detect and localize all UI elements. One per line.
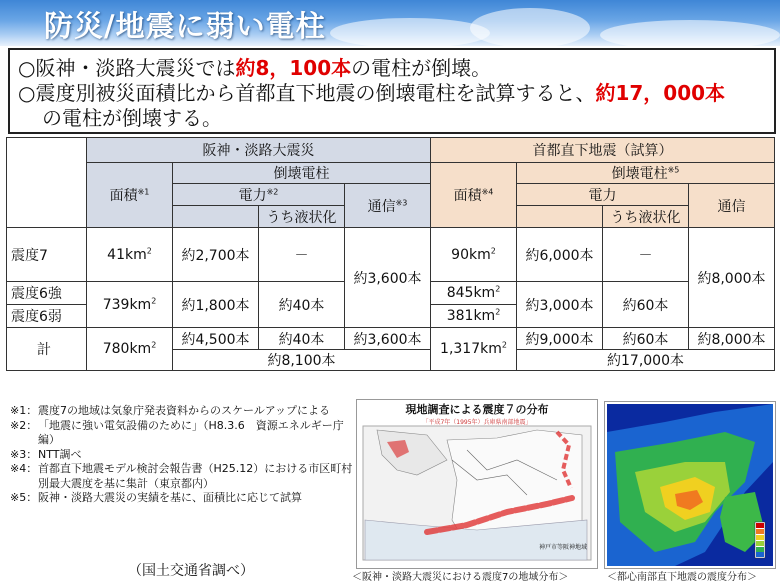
tokyo-collapsed-header: 倒壊電柱$^{※5}$ [517,163,775,184]
corner-cell [7,138,87,228]
cell-h-sum: 約8,100本 [173,350,431,371]
damage-table [6,137,775,371]
cell-t-area-6u: $845km^2$ [431,282,517,305]
map2-caption: ＜都心南部直下地震の震度分布＞ [607,572,757,583]
tokyo-header: 首都直下地震（試算） [431,138,775,163]
title-banner [0,0,780,46]
footnote: ※2： 「地震に強い電気設備のために」（H8.3.6 資源エネルギー庁編） [10,418,344,446]
cell-t-power-total: 約9,000本 [517,328,603,350]
footnote: ※5： 阪神・淡路大震災の実績を基に、面積比に応じて試算 [10,491,302,504]
summary-line-1: ○阪神・淡路大震災では約8，100本の電柱が倒壊。 [18,56,492,80]
footnote: ※1： 震度7の地域は気象庁発表資料からのスケールアップによる [10,404,331,417]
map1-caption: ＜阪神・淡路大震災における震度7の地域分布＞ [352,572,569,583]
page-title: 防災/地震に弱い電柱 [44,9,326,43]
hanshin-liquefaction-header: うち液状化 [259,206,345,228]
map1-label: 神戸市等阪神地域 [538,544,587,551]
cell-t-liq-7: － [603,228,689,282]
footnote: ※3： NTT調べ [10,447,82,461]
hanshin-collapsed-header: 倒壊電柱 [173,163,431,184]
map1-title: 現地調査による震度７の分布 [405,403,549,416]
row-label-shindo6-upper: 震度6強 [7,282,87,305]
map2-graphic [605,402,775,568]
hanshin-area-header: 面積$^{※1}$ [87,163,173,228]
cell-t-sum: 約17,000本 [517,350,775,371]
hanshin-comm-header: 通信$^{※3}$ [345,184,431,228]
cell-h-power-6: 約1,800本 [173,282,259,328]
cell-h-liq-total: 約40本 [259,328,345,350]
row-label-shindo6-lower: 震度6弱 [7,305,87,328]
tokyo-power-total-header [517,206,603,228]
cell-t-power-7: 約6,000本 [517,228,603,282]
source-note: （国土交通省調べ） [128,563,254,579]
map1-subtitle: 「平成7年（1995年）兵庫県南部地震」 [422,419,532,426]
cell-t-comm-upper: 約8,000本 [689,228,775,328]
tokyo-area-header: 面積$^{※4}$ [431,163,517,228]
cell-h-power-7: 約2,700本 [173,228,259,282]
cell-h-comm-upper: 約3,600本 [345,228,431,328]
cell-h-area-7: $41km^2$ [87,228,173,282]
summary-line-2: ○震度別被災面積比から首都直下地震の倒壊電柱を試算すると、約17，000本 [18,81,726,105]
tokyo-liquefaction-header: うち液状化 [603,206,689,228]
footnote: ※4： 首都直下地震モデル検討会報告書（H25.12）における市区町村別最大震度を基に集計（東京都内） [10,462,353,490]
cell-t-power-6: 約3,000本 [517,282,603,328]
footnotes [10,404,355,506]
hanshin-power-header: 電力$^{※2}$ [173,184,345,206]
tokyo-power-header: 電力 [517,184,689,206]
cell-h-comm-total: 約3,600本 [345,328,431,350]
cell-h-area-total: $780km^2$ [87,328,173,371]
hanshin-power-total-header [173,206,259,228]
hanshin-shindo7-map [356,399,598,569]
cell-t-area-total: $1,317km^2$ [431,328,517,371]
hanshin-header: 阪神・淡路大震災 [87,138,431,163]
tokyo-intensity-map [604,401,776,569]
cell-t-area-7: $90km^2$ [431,228,517,282]
summary-box [8,48,776,134]
cell-h-liq-6: 約40本 [259,282,345,328]
cell-t-liq-total: 約60本 [603,328,689,350]
cell-t-area-6l: $381km^2$ [431,305,517,328]
cell-t-liq-6: 約60本 [603,282,689,328]
summary-line-3: の電柱が倒壊する。 [42,106,222,130]
row-label-shindo7: 震度7 [7,228,87,282]
row-label-total: 計 [7,328,87,371]
cell-h-liq-7: － [259,228,345,282]
tokyo-comm-header: 通信 [689,184,775,228]
cell-h-area-6: $739km^2$ [87,282,173,328]
cell-t-comm-total: 約8,000本 [689,328,775,350]
cell-h-power-total: 約4,500本 [173,328,259,350]
